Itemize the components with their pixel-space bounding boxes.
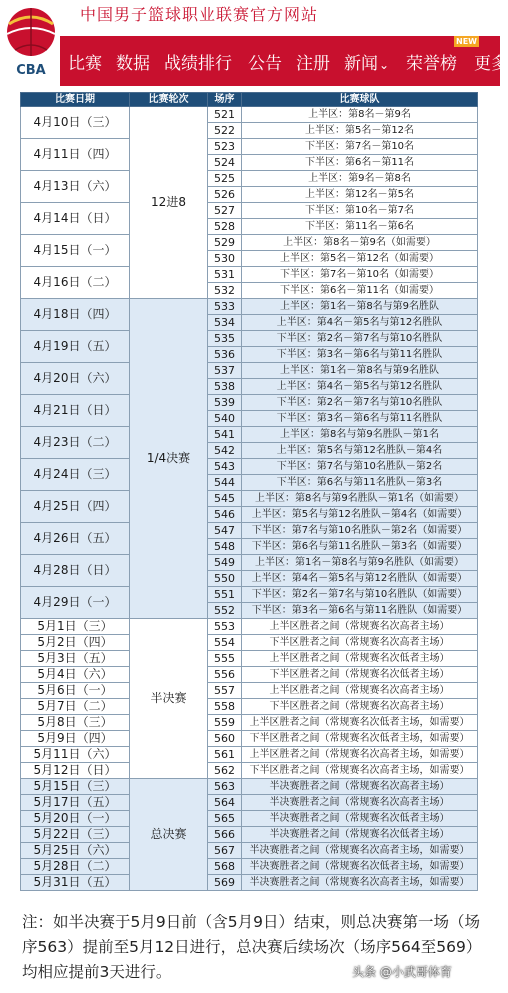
nav-item-label: 更多 <box>474 54 508 74</box>
match-number-cell: 568 <box>208 859 242 875</box>
date-cell: 4月19日（五） <box>21 331 130 363</box>
teams-cell: 下半区：第2名－第7名与第10名胜队 <box>242 395 478 411</box>
teams-cell: 上半区：第5名与第12名胜队－第4名（如需要） <box>242 507 478 523</box>
date-cell: 4月21日（日） <box>21 395 130 427</box>
date-cell: 5月1日（三） <box>21 619 130 635</box>
match-number-cell: 549 <box>208 555 242 571</box>
teams-cell: 上半区胜者之间（常规赛名次高者主场） <box>242 683 478 699</box>
table-row <box>21 555 478 571</box>
date-cell: 4月18日（四） <box>21 299 130 331</box>
date-cell: 4月29日（一） <box>21 587 130 619</box>
match-number-cell: 526 <box>208 187 242 203</box>
match-number-cell: 560 <box>208 731 242 747</box>
teams-cell: 下半区：第3名－第6名与第11名胜队 <box>242 411 478 427</box>
match-number-cell: 529 <box>208 235 242 251</box>
teams-cell: 下半区胜者之间（常规赛名次高者主场） <box>242 635 478 651</box>
table-row <box>21 107 478 123</box>
match-number-cell: 547 <box>208 523 242 539</box>
date-cell: 5月31日（五） <box>21 875 130 891</box>
table-row <box>21 875 478 891</box>
teams-cell: 下半区胜者之间（常规赛名次高者主场，如需要） <box>242 763 478 779</box>
teams-cell: 上半区胜者之间（常规赛名次高者主场） <box>242 619 478 635</box>
teams-cell: 半决赛胜者之间（常规赛名次低者主场） <box>242 827 478 843</box>
teams-cell: 上半区：第8名与第9名胜队－第1名 <box>242 427 478 443</box>
teams-cell: 上半区：第5名－第12名（如需要） <box>242 251 478 267</box>
match-number-cell: 545 <box>208 491 242 507</box>
table-row <box>21 427 478 443</box>
nav-item-label: 战绩排行 <box>164 54 232 74</box>
teams-cell: 上半区：第9名－第8名 <box>242 171 478 187</box>
table-row <box>21 619 478 635</box>
match-number-cell: 561 <box>208 747 242 763</box>
teams-cell: 下半区：第3名－第6名与第11名胜队 <box>242 347 478 363</box>
teams-cell: 下半区：第6名与第11名胜队－第3名 <box>242 475 478 491</box>
round-cell: 1/4决赛 <box>130 299 208 619</box>
match-number-cell: 524 <box>208 155 242 171</box>
table-row <box>21 715 478 731</box>
table-row <box>21 795 478 811</box>
schedule-table <box>20 92 478 891</box>
table-row <box>21 859 478 875</box>
table-row <box>21 235 478 251</box>
date-cell: 5月8日（三） <box>21 715 130 731</box>
nav-item-notices[interactable] <box>248 49 282 74</box>
table-row <box>21 139 478 155</box>
table-row <box>21 827 478 843</box>
teams-cell: 下半区：第7名与第10名胜队－第2名 <box>242 459 478 475</box>
nav-item-more[interactable] <box>474 49 508 74</box>
date-cell: 5月9日（四） <box>21 731 130 747</box>
teams-cell: 下半区：第6名－第11名（如需要） <box>242 283 478 299</box>
teams-cell: 下半区胜者之间（常规赛名次高者主场） <box>242 699 478 715</box>
match-number-cell: 569 <box>208 875 242 891</box>
new-badge: NEW <box>456 37 477 46</box>
teams-cell: 下半区：第10名－第7名 <box>242 203 478 219</box>
nav-item-label: 注册 <box>296 54 330 74</box>
date-cell: 5月4日（六） <box>21 667 130 683</box>
match-number-cell: 551 <box>208 587 242 603</box>
match-number-cell: 542 <box>208 443 242 459</box>
svg-text:CBA: CBA <box>16 63 46 78</box>
teams-cell: 上半区胜者之间（常规赛名次低者主场，如需要） <box>242 715 478 731</box>
match-number-cell: 525 <box>208 171 242 187</box>
date-cell: 4月24日（三） <box>21 459 130 491</box>
teams-cell: 上半区：第1名－第8名与第9名胜队（如需要） <box>242 555 478 571</box>
teams-cell: 上半区胜者之间（常规赛名次高者主场，如需要） <box>242 747 478 763</box>
cba-logo[interactable] <box>3 4 59 78</box>
match-number-cell: 548 <box>208 539 242 555</box>
nav-item-label: 荣誉榜 <box>406 54 457 74</box>
match-number-cell: 538 <box>208 379 242 395</box>
nav-item-label: 新闻 <box>344 54 378 74</box>
match-number-cell: 543 <box>208 459 242 475</box>
teams-cell: 上半区：第1名－第8名与第9名胜队 <box>242 363 478 379</box>
date-cell: 5月20日（一） <box>21 811 130 827</box>
teams-cell: 半决赛胜者之间（常规赛名次高者主场） <box>242 779 478 795</box>
match-number-cell: 531 <box>208 267 242 283</box>
date-cell: 5月6日（一） <box>21 683 130 699</box>
match-number-cell: 567 <box>208 843 242 859</box>
column-header-match-no: 场序 <box>208 93 242 107</box>
round-cell: 总决赛 <box>130 779 208 891</box>
round-cell: 半决赛 <box>130 619 208 779</box>
table-row <box>21 731 478 747</box>
teams-cell: 上半区：第1名－第8名与第9名胜队 <box>242 299 478 315</box>
match-number-cell: 555 <box>208 651 242 667</box>
match-number-cell: 559 <box>208 715 242 731</box>
match-number-cell: 556 <box>208 667 242 683</box>
teams-cell: 下半区：第7名－第10名（如需要） <box>242 267 478 283</box>
date-cell: 4月23日（二） <box>21 427 130 459</box>
main-nav <box>60 36 508 86</box>
teams-cell: 半决赛胜者之间（常规赛名次高者主场） <box>242 795 478 811</box>
table-row <box>21 523 478 539</box>
nav-item-standings[interactable] <box>164 49 232 74</box>
teams-cell: 下半区：第6名－第11名 <box>242 155 478 171</box>
date-cell: 4月16日（二） <box>21 267 130 299</box>
table-row <box>21 667 478 683</box>
table-row <box>21 651 478 667</box>
teams-cell: 上半区：第8名与第9名胜队－第1名（如需要） <box>242 491 478 507</box>
column-header-round: 比赛轮次 <box>130 93 208 107</box>
match-number-cell: 565 <box>208 811 242 827</box>
column-header-teams: 比赛球队 <box>242 93 478 107</box>
table-row <box>21 811 478 827</box>
teams-cell: 上半区：第8名－第9名 <box>242 107 478 123</box>
teams-cell: 上半区：第4名－第5名与第12名胜队 <box>242 315 478 331</box>
teams-cell: 下半区：第2名－第7名与第10名胜队 <box>242 331 478 347</box>
date-cell: 5月25日（六） <box>21 843 130 859</box>
match-number-cell: 533 <box>208 299 242 315</box>
nav-item-label: 比赛 <box>68 54 102 74</box>
table-row <box>21 843 478 859</box>
nav-item-news[interactable] <box>344 49 389 74</box>
table-row <box>21 459 478 475</box>
nav-item-honors[interactable] <box>406 49 457 74</box>
date-cell: 4月20日（六） <box>21 363 130 395</box>
match-number-cell: 530 <box>208 251 242 267</box>
date-cell: 5月2日（四） <box>21 635 130 651</box>
date-cell: 5月15日（三） <box>21 779 130 795</box>
match-number-cell: 546 <box>208 507 242 523</box>
match-number-cell: 553 <box>208 619 242 635</box>
watermark: 头条 @小武哥体育 <box>352 965 452 979</box>
match-number-cell: 550 <box>208 571 242 587</box>
match-number-cell: 521 <box>208 107 242 123</box>
date-cell: 5月28日（二） <box>21 859 130 875</box>
teams-cell: 下半区：第2名－第7名与第10名胜队（如需要） <box>242 587 478 603</box>
date-cell: 4月28日（日） <box>21 555 130 587</box>
match-number-cell: 541 <box>208 427 242 443</box>
match-number-cell: 536 <box>208 347 242 363</box>
table-header-row <box>21 93 478 107</box>
match-number-cell: 558 <box>208 699 242 715</box>
teams-cell: 上半区：第5名－第12名 <box>242 123 478 139</box>
table-row <box>21 171 478 187</box>
table-row <box>21 587 478 603</box>
match-number-cell: 534 <box>208 315 242 331</box>
nav-item-register[interactable] <box>296 49 330 74</box>
column-header-date: 比赛日期 <box>21 93 130 107</box>
match-number-cell: 523 <box>208 139 242 155</box>
date-cell: 5月7日（二） <box>21 699 130 715</box>
match-number-cell: 540 <box>208 411 242 427</box>
table-row <box>21 699 478 715</box>
date-cell: 5月12日（日） <box>21 763 130 779</box>
teams-cell: 下半区：第3名－第6名与第11名胜队（如需要） <box>242 603 478 619</box>
teams-cell: 下半区：第6名与第11名胜队－第3名（如需要） <box>242 539 478 555</box>
teams-cell: 下半区胜者之间（常规赛名次低者主场） <box>242 667 478 683</box>
match-number-cell: 539 <box>208 395 242 411</box>
teams-cell: 上半区：第4名－第5名与第12名胜队（如需要） <box>242 571 478 587</box>
match-number-cell: 563 <box>208 779 242 795</box>
teams-cell: 上半区：第8名－第9名（如需要） <box>242 235 478 251</box>
teams-cell: 上半区：第4名－第5名与第12名胜队 <box>242 379 478 395</box>
table-row <box>21 395 478 411</box>
match-number-cell: 554 <box>208 635 242 651</box>
match-number-cell: 552 <box>208 603 242 619</box>
table-row <box>21 203 478 219</box>
date-cell: 4月11日（四） <box>21 139 130 171</box>
date-cell: 5月17日（五） <box>21 795 130 811</box>
match-number-cell: 532 <box>208 283 242 299</box>
teams-cell: 半决赛胜者之间（常规赛名次高者主场，如需要） <box>242 875 478 891</box>
match-number-cell: 562 <box>208 763 242 779</box>
teams-cell: 上半区：第5名与第12名胜队－第4名 <box>242 443 478 459</box>
date-cell: 5月3日（五） <box>21 651 130 667</box>
table-row <box>21 363 478 379</box>
nav-item-label: 数据 <box>116 54 150 74</box>
match-number-cell: 535 <box>208 331 242 347</box>
footnote: 注：如半决赛于5月9日前（含5月9日）结束，则总决赛第一场（场序563）提前至5月12日进行，总决赛后续场次（场序564至569）均相应提前3天进行。 <box>22 913 482 981</box>
match-number-cell: 528 <box>208 219 242 235</box>
date-cell: 4月14日（日） <box>21 203 130 235</box>
match-number-cell: 527 <box>208 203 242 219</box>
table-row <box>21 299 478 315</box>
date-cell: 5月22日（三） <box>21 827 130 843</box>
teams-cell: 下半区：第7名－第10名 <box>242 139 478 155</box>
table-row <box>21 763 478 779</box>
table-row <box>21 635 478 651</box>
teams-cell: 半决赛胜者之间（常规赛名次低者主场） <box>242 811 478 827</box>
table-row <box>21 491 478 507</box>
date-cell: 4月25日（四） <box>21 491 130 523</box>
match-number-cell: 557 <box>208 683 242 699</box>
match-number-cell: 544 <box>208 475 242 491</box>
date-cell: 4月26日（五） <box>21 523 130 555</box>
table-row <box>21 331 478 347</box>
date-cell: 5月11日（六） <box>21 747 130 763</box>
chevron-down-icon: ⌄ <box>379 58 390 72</box>
table-row <box>21 683 478 699</box>
site-header <box>0 0 508 88</box>
table-row <box>21 747 478 763</box>
teams-cell: 上半区：第12名－第5名 <box>242 187 478 203</box>
date-cell: 4月13日（六） <box>21 171 130 203</box>
match-number-cell: 537 <box>208 363 242 379</box>
teams-cell: 下半区：第11名－第6名 <box>242 219 478 235</box>
teams-cell: 下半区：第7名与第10名胜队－第2名（如需要） <box>242 523 478 539</box>
round-cell: 12进8 <box>130 107 208 299</box>
teams-cell: 半决赛胜者之间（常规赛名次低者主场，如需要） <box>242 859 478 875</box>
table-row <box>21 779 478 795</box>
nav-item-data[interactable] <box>116 49 150 74</box>
date-cell: 4月10日（三） <box>21 107 130 139</box>
match-number-cell: 522 <box>208 123 242 139</box>
teams-cell: 下半区胜者之间（常规赛名次低者主场，如需要） <box>242 731 478 747</box>
teams-cell: 半决赛胜者之间（常规赛名次高者主场，如需要） <box>242 843 478 859</box>
site-title: 中国男子篮球职业联赛官方网站 <box>80 5 319 24</box>
match-number-cell: 564 <box>208 795 242 811</box>
nav-item-games[interactable] <box>68 49 102 74</box>
date-cell: 4月15日（一） <box>21 235 130 267</box>
teams-cell: 上半区胜者之间（常规赛名次低者主场） <box>242 651 478 667</box>
table-row <box>21 267 478 283</box>
match-number-cell: 566 <box>208 827 242 843</box>
nav-item-label: 公告 <box>248 54 282 74</box>
